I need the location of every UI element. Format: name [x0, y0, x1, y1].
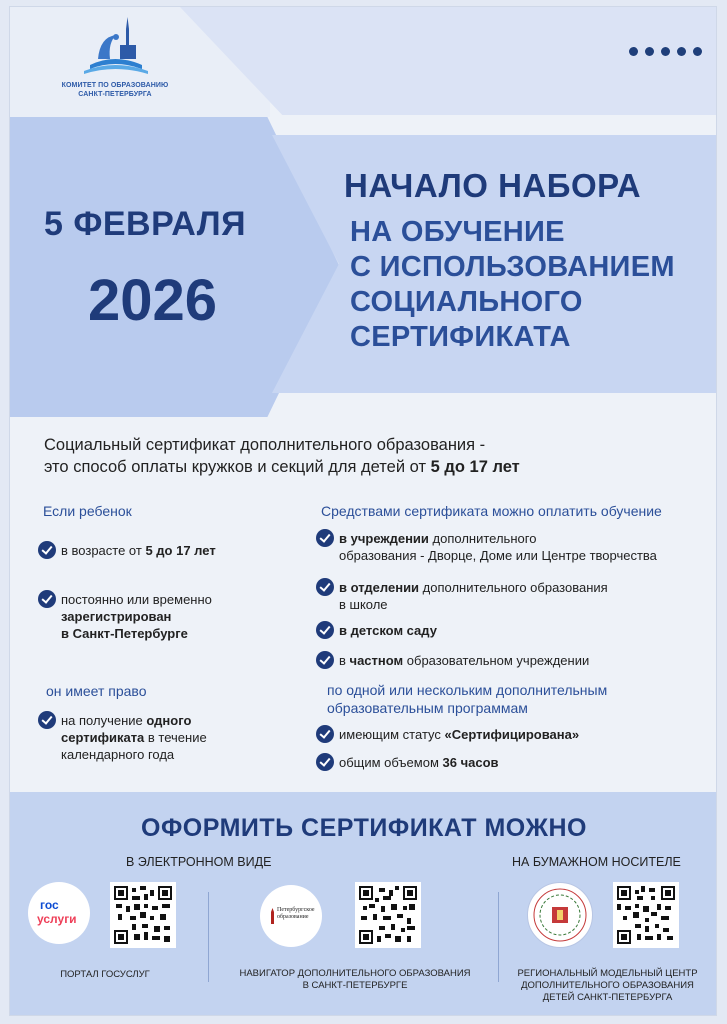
hero-subtitle-line: НА ОБУЧЕНИЕ: [350, 216, 565, 248]
dot-icon: [645, 47, 654, 56]
hero-section: [10, 117, 717, 417]
check-icon: [38, 590, 56, 608]
qr-code-icon[interactable]: [355, 882, 421, 948]
list-item: в отделении дополнительного образования в школе: [316, 579, 608, 613]
check-icon: [316, 651, 334, 669]
hero-subtitle-line: СОЦИАЛЬНОГО: [350, 286, 583, 318]
caption-regional-center: РЕГИОНАЛЬНЫЙ МОДЕЛЬНЫЙ ЦЕНТР ДОПОЛНИТЕЛЬНОГО ОБРАЗОВАНИЯ ДЕТЕЙ САНКТ-ПЕТЕРБУРГА: [517, 968, 698, 1003]
divider: [498, 892, 499, 982]
dot-icon: [693, 47, 702, 56]
paper-label: НА БУМАЖНОМ НОСИТЕЛЕ: [512, 855, 681, 869]
right-heading-1: Средствами сертификата можно оплатить обучение: [321, 503, 662, 519]
check-icon: [316, 725, 334, 743]
check-icon: [316, 529, 334, 547]
left-heading-1: Если ребенок: [43, 503, 132, 519]
dot-icon: [677, 47, 686, 56]
list-item: общим объемом 36 часов: [316, 754, 499, 771]
electronic-label: В ЭЛЕКТРОННОМ ВИДЕ: [126, 855, 272, 869]
hero-subtitle-line: СЕРТИФИКАТА: [350, 321, 571, 353]
check-icon: [316, 578, 334, 596]
decorative-dots: [629, 47, 702, 56]
hero-date: 5 ФЕВРАЛЯ: [43, 205, 247, 243]
qr-code-icon[interactable]: [110, 882, 176, 948]
right-heading-2: по одной или нескольким дополнительным образовательным программам: [327, 682, 608, 716]
check-icon: [316, 753, 334, 771]
hero-title: НАЧАЛО НАБОРА: [344, 167, 642, 204]
bottom-title: ОФОРМИТЬ СЕРТИФИКАТ МОЖНО: [141, 814, 587, 842]
caption-gosuslugi: ПОРТАЛ ГОСУСЛУГ: [60, 969, 150, 980]
logo-line-1: КОМИТЕТ ПО ОБРАЗОВАНИЮ: [61, 82, 169, 89]
caption-navigator: НАВИГАТОР ДОПОЛНИТЕЛЬНОГО ОБРАЗОВАНИЯ В САНКТ-ПЕТЕРБУРГЕ: [239, 968, 471, 991]
intro-line-2: это способ оплаты кружков и секций для детей от 5 до 17 лет: [44, 458, 520, 476]
spb-education-logo-icon[interactable]: Петербургское образование: [260, 885, 322, 947]
header-band: [10, 7, 717, 117]
left-heading-2: он имеет право: [46, 683, 147, 699]
hero-subtitle: [350, 215, 675, 355]
poster: [9, 6, 717, 1016]
list-item: в учреждении дополнительного образования - Дворце, Доме или Центре творчества: [316, 530, 657, 564]
qr-code-icon[interactable]: [613, 882, 679, 948]
dot-icon: [661, 47, 670, 56]
logo-line-2: САНКТ-ПЕТЕРБУРГА: [78, 91, 152, 98]
logo-emblem-icon: [60, 15, 170, 81]
intro-text: [44, 434, 520, 478]
check-icon: [38, 541, 56, 559]
check-icon: [38, 711, 56, 729]
dot-icon: [629, 47, 638, 56]
list-item: в детском саду: [316, 622, 437, 639]
list-item: в частном образовательном учреждении: [316, 652, 589, 669]
gosuslugi-logo-icon[interactable]: гос услуги: [28, 882, 90, 944]
committee-logo: [40, 15, 190, 107]
hero-subtitle-line: С ИСПОЛЬЗОВАНИЕМ: [350, 251, 675, 283]
hero-year: 2026: [87, 268, 218, 333]
list-item: постоянно или временно зарегистрирован в Санкт-Петербурге: [38, 591, 212, 642]
regional-center-logo-icon[interactable]: [527, 882, 593, 948]
check-icon: [316, 621, 334, 639]
intro-line-1: Социальный сертификат дополнительного образования -: [44, 436, 486, 454]
list-item: имеющим статус «Сертифицирована»: [316, 726, 579, 743]
list-item: в возрасте от 5 до 17 лет: [38, 542, 216, 559]
list-item: на получение одного сертификата в течение календарного года: [38, 712, 207, 763]
divider: [208, 892, 209, 982]
bottom-section: [10, 792, 717, 1016]
